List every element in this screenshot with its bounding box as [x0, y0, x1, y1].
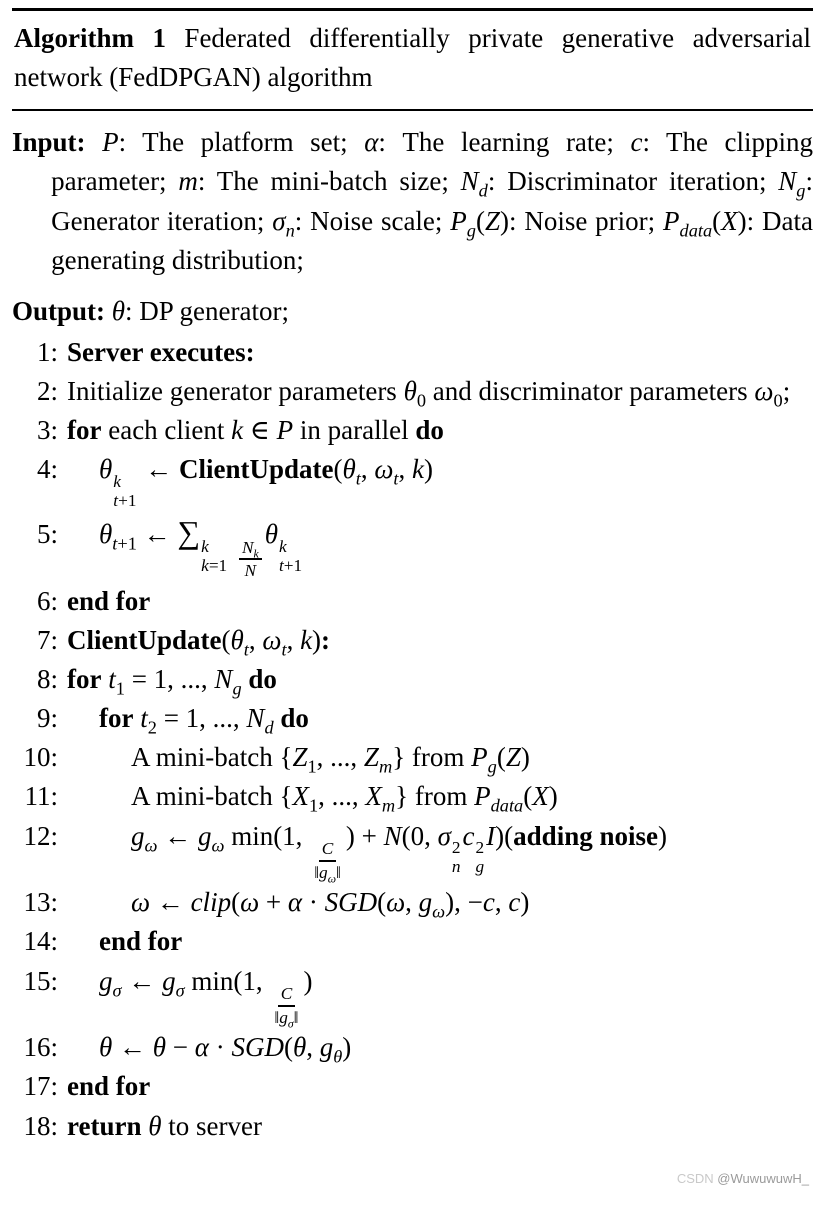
line-content: for $t_1 = 1$, ..., $N_g$ do — [67, 664, 277, 699]
code-line — [12, 883, 813, 922]
line-number: 16: — [23, 1032, 58, 1063]
code-line — [12, 777, 813, 816]
code-line — [12, 1067, 813, 1106]
line-number: 4: — [36, 454, 58, 485]
watermark-name: @WuwuwuwH_ — [717, 1171, 809, 1187]
code-line — [12, 582, 813, 621]
line-number: 13: — [23, 887, 58, 918]
line-number: 10: — [23, 742, 58, 773]
line-number: 6: — [36, 585, 58, 616]
code-line — [12, 621, 813, 660]
line-number: 1: — [36, 336, 58, 367]
code-line — [12, 411, 813, 450]
line-content: $ClientUpdate(\theta_t$, $\omega_t$, k): — [67, 624, 331, 660]
line-number: 15: — [23, 965, 58, 996]
input-label: Input: — [12, 127, 86, 158]
code-line — [12, 510, 813, 582]
code-line — [12, 817, 813, 884]
code-line — [12, 372, 813, 411]
code-line — [12, 738, 813, 777]
line-content: end for — [99, 926, 183, 957]
line-number: 7: — [36, 624, 58, 655]
code-lines — [12, 333, 813, 1146]
line-content: Server executes: — [67, 336, 255, 367]
code-line — [12, 1028, 813, 1067]
algorithm-title — [12, 8, 813, 111]
watermark — [677, 1170, 809, 1189]
line-content: θ k t+1 ← $ClientUpdate(\theta_t$, $\omega_t$, k) — [99, 454, 433, 511]
algorithm-title-text: Federated differentially private generative adversarial network (FedDPGAN) algorithm — [14, 23, 811, 93]
line-content: $g_\omega$ ← $g_\omega$ min(1, $\frac{C}{‖g_\omega‖}$ ) + N(0, σ 2 n c 2 g I)(adding noise) — [131, 820, 667, 886]
line-number: 2: — [36, 376, 58, 407]
algorithm-title-label: Algorithm 1 — [14, 23, 166, 53]
line-content: ω ← clip(ω + α · SGD(ω, $g_\omega$), −c, c) — [131, 887, 530, 922]
code-line — [12, 450, 813, 510]
line-content: for $t_2 = 1$, ..., $N_d$ do — [99, 703, 309, 738]
line-number: 3: — [36, 415, 58, 446]
watermark-prefix: CSDN — [676, 1171, 718, 1187]
line-content: end for — [67, 585, 151, 616]
line-number: 14: — [23, 926, 58, 957]
line-number: 17: — [23, 1071, 58, 1102]
line-number: 8: — [36, 664, 58, 694]
code-line — [12, 333, 813, 372]
line-content: Initialize generator parameters $\theta_0$ and discriminator parameters $\omega_0$; — [67, 376, 791, 411]
line-content: $\theta_{t+1}$ ← ∑ k k=1 $\frac{N_k}{N}$ θ k t+1 — [99, 515, 303, 581]
output-text: θ: DP generator; — [111, 295, 289, 326]
line-number: 11: — [24, 781, 58, 812]
output-block — [12, 292, 813, 331]
line-content: end for — [67, 1071, 151, 1102]
input-block — [12, 123, 813, 280]
line-number: 5: — [36, 519, 58, 550]
code-line — [12, 699, 813, 738]
line-content: θ ← θ − α · SGD(θ, $g_\theta$) — [99, 1032, 352, 1067]
code-line — [12, 1107, 813, 1146]
code-line — [12, 660, 813, 699]
output-label: Output: — [12, 295, 106, 326]
line-number: 9: — [36, 703, 58, 734]
line-content: return θ to server — [67, 1110, 262, 1141]
code-line — [12, 922, 813, 961]
line-content: A mini-batch {$Z_1$, ..., $Z_m$} from $P_g(Z)$ — [131, 742, 530, 777]
line-content: for each client k ∈ P in parallel do — [67, 415, 444, 446]
line-number: 12: — [23, 820, 58, 851]
line-content: A mini-batch {$X_1$, ..., $X_m$} from $P_{data}(X)$ — [131, 781, 558, 816]
input-text: P: The platform set; α: The learning rate; c: The clipping parameter; m: The mini-batch size; $N_d$: Discriminator iteration; $N_g$: Generator iteration; $\sigma_n$: Noise scale; $P_g(Z)$: Noise prior; $P_{data}(X)$: Data generating distribution; — [51, 127, 813, 275]
code-line — [12, 962, 813, 1029]
line-number: 18: — [23, 1110, 58, 1141]
line-content: $g_\sigma$ ← $g_\sigma$ min(1, $\frac{C}{‖g_\sigma‖}$ ) — [99, 965, 313, 1031]
